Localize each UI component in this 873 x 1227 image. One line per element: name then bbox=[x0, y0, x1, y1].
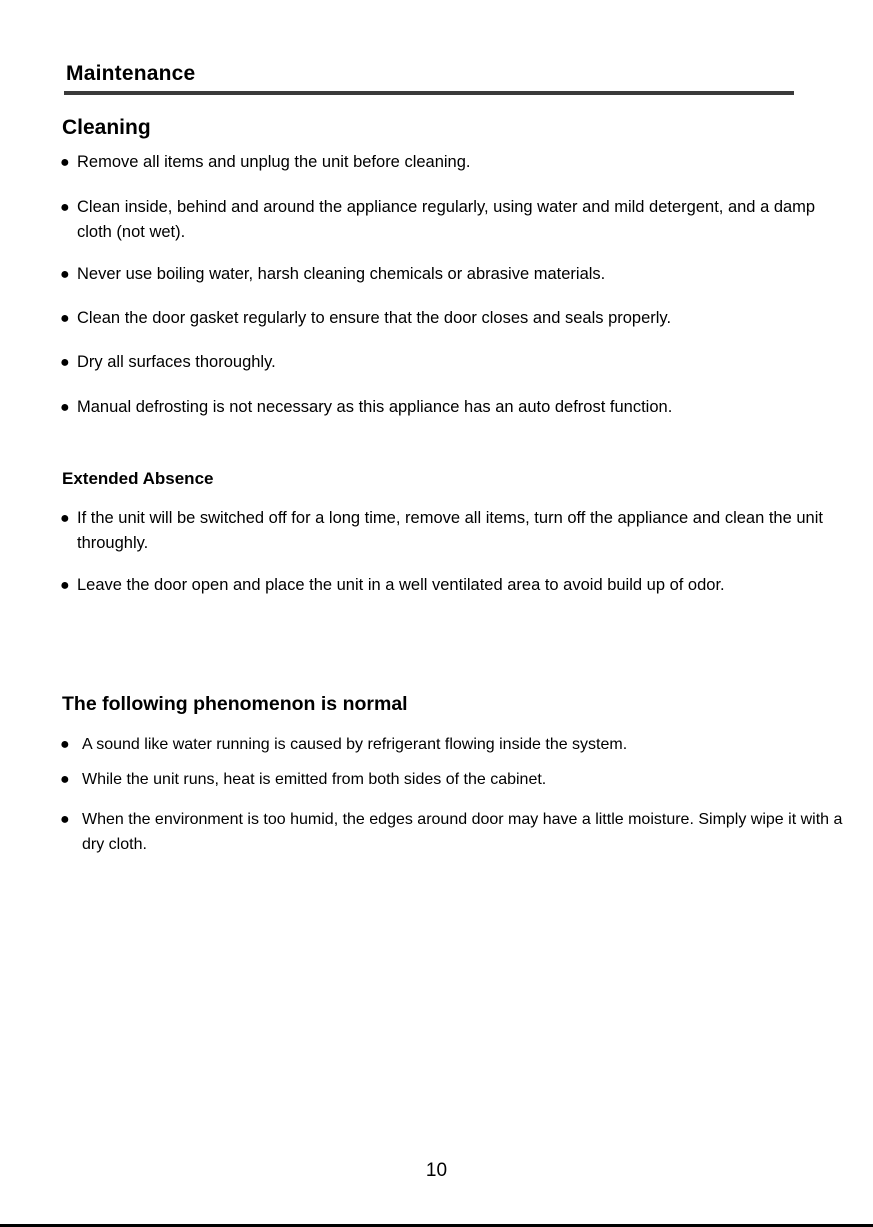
list-item-text: Manual defrosting is not necessary as this appliance has an auto defrost function. bbox=[77, 398, 673, 416]
list-item-text: When the environment is too humid, the edges around door may have a little moisture. Simply wipe it with a dry cloth. bbox=[82, 811, 843, 853]
list-item bbox=[60, 150, 850, 175]
bullet-icon: ● bbox=[60, 736, 70, 753]
bullet-icon: ● bbox=[60, 510, 70, 527]
list-item bbox=[60, 350, 850, 375]
section-title-cleaning: Cleaning bbox=[62, 116, 151, 139]
list-item-text: Remove all items and unplug the unit before cleaning. bbox=[77, 153, 471, 171]
list-item bbox=[60, 767, 850, 792]
bullet-icon: ● bbox=[60, 399, 70, 416]
list-item-text: Dry all surfaces thoroughly. bbox=[77, 353, 276, 371]
bullet-icon: ● bbox=[60, 154, 70, 171]
list-item bbox=[60, 195, 850, 245]
list-item-text: A sound like water running is caused by refrigerant flowing inside the system. bbox=[82, 736, 628, 753]
list-item bbox=[60, 807, 850, 857]
bullet-icon: ● bbox=[60, 771, 70, 788]
page-title: Maintenance bbox=[66, 62, 196, 85]
list-item-text: Clean the door gasket regularly to ensure that the door closes and seals properly. bbox=[77, 309, 672, 327]
list-item-text: Clean inside, behind and around the appliance regularly, using water and mild detergent, and a damp cloth (not wet). bbox=[77, 198, 816, 241]
section-title-normal-phenomenon: The following phenomenon is normal bbox=[62, 693, 408, 715]
bullet-icon: ● bbox=[60, 266, 70, 283]
list-item bbox=[60, 506, 850, 556]
list-item bbox=[60, 262, 850, 287]
list-item-text: While the unit runs, heat is emitted from both sides of the cabinet. bbox=[82, 771, 547, 788]
list-item bbox=[60, 306, 850, 331]
list-item bbox=[60, 573, 850, 598]
page-number: 10 bbox=[425, 1160, 448, 1181]
list-item-text: Never use boiling water, harsh cleaning chemicals or abrasive materials. bbox=[77, 265, 606, 283]
bullet-icon: ● bbox=[60, 577, 70, 594]
bullet-icon: ● bbox=[60, 310, 70, 327]
section-title-extended-absence: Extended Absence bbox=[62, 469, 214, 488]
list-item-text: Leave the door open and place the unit in a well ventilated area to avoid build up of odor. bbox=[77, 576, 725, 594]
bullet-icon: ● bbox=[60, 354, 70, 371]
list-item bbox=[60, 395, 850, 420]
list-item-text: If the unit will be switched off for a long time, remove all items, turn off the appliance and clean the unit throughly. bbox=[77, 509, 823, 552]
list-item bbox=[60, 732, 850, 757]
header-divider bbox=[64, 91, 794, 95]
bullet-icon: ● bbox=[60, 811, 70, 828]
bullet-icon: ● bbox=[60, 199, 70, 216]
